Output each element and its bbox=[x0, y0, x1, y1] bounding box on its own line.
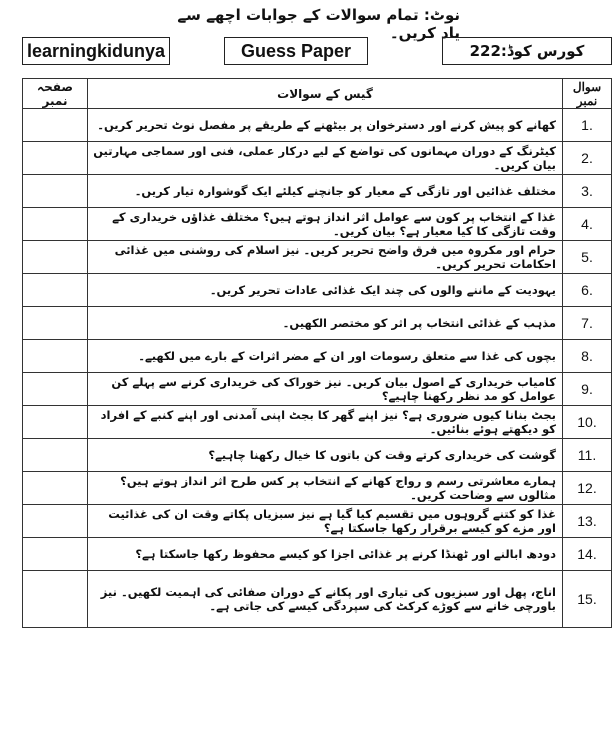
question-text: ہمارے معاشرتی رسم و رواج کھانے کے انتخاب پر کس طرح اثر انداز ہوتے ہیں؟ مثالوں سے وضاحت کریں۔ bbox=[88, 472, 563, 505]
question-number: 15. bbox=[563, 571, 612, 628]
table-row bbox=[23, 505, 612, 538]
page-number-cell bbox=[23, 439, 88, 472]
question-text: بجٹ بنانا کیوں ضروری ہے؟ نیز اپنے گھر کا بجٹ اپنی آمدنی اور اپنے کنبے کے افراد کو دیکھتے ہوئے بنائیں۔ bbox=[88, 406, 563, 439]
table-row bbox=[23, 340, 612, 373]
question-number: 6. bbox=[563, 274, 612, 307]
question-number: 14. bbox=[563, 538, 612, 571]
paper-title-box: Guess Paper bbox=[224, 37, 368, 65]
table-row bbox=[23, 373, 612, 406]
page-number-cell bbox=[23, 373, 88, 406]
page-number-cell bbox=[23, 340, 88, 373]
table-row bbox=[23, 274, 612, 307]
question-number: 5. bbox=[563, 241, 612, 274]
page-number-header: صفحہ نمبر bbox=[23, 79, 88, 109]
question-number: 3. bbox=[563, 175, 612, 208]
question-text: غذا کو کتنے گروہوں میں تقسیم کیا گیا ہے نیز سبزیاں پکاتے وقت ان کی غذائیت اور مزے کو کیسے برقرار رکھا جاسکتا ہے؟ bbox=[88, 505, 563, 538]
question-text: یہودیت کے ماننے والوں کی چند ایک غذائی عادات تحریر کریں۔ bbox=[88, 274, 563, 307]
table-row bbox=[23, 307, 612, 340]
question-text: مذہب کے غذائی انتخاب پر اثر کو مختصر الکھیں۔ bbox=[88, 307, 563, 340]
page-number-cell bbox=[23, 274, 88, 307]
brand-box: learningkidunya bbox=[22, 37, 170, 65]
question-text: غذا کے انتخاب پر کون سے عوامل اثر انداز ہوتے ہیں؟ مختلف غذاؤں خریداری کے وقت تازگی کا کیا معیار ہے؟ بیان کریں۔ bbox=[88, 208, 563, 241]
question-text: اناج، پھل اور سبزیوں کی تیاری اور پکانے کے دوران صفائی کی اہمیت لکھیں۔ نیز باورچی خانے سے کوڑے کرکٹ کی سپردگی کیسے کی جاتی ہے۔ bbox=[88, 571, 563, 628]
questions-header: گیس کے سوالات bbox=[88, 79, 563, 109]
question-number-header: سوال نمبر bbox=[563, 79, 612, 109]
question-number: 1. bbox=[563, 109, 612, 142]
question-text: کامیاب خریداری کے اصول بیان کریں۔ نیز خوراک کی خریداری کرنے سے پہلے کن عوامل کو مد نظر رکھنا چاہیے؟ bbox=[88, 373, 563, 406]
question-number: 12. bbox=[563, 472, 612, 505]
table-row bbox=[23, 571, 612, 628]
table-row bbox=[23, 175, 612, 208]
instruction-note: نوٹ: تمام سوالات کے جوابات اچھے سے یاد کریں۔ bbox=[177, 6, 460, 42]
course-code-box: کورس کوڈ:222 bbox=[442, 37, 612, 65]
question-number: 9. bbox=[563, 373, 612, 406]
table-header-row bbox=[23, 79, 612, 109]
page-number-cell bbox=[23, 175, 88, 208]
page-number-cell bbox=[23, 241, 88, 274]
question-number: 10. bbox=[563, 406, 612, 439]
page-number-cell bbox=[23, 538, 88, 571]
page-number-cell bbox=[23, 109, 88, 142]
table-row bbox=[23, 241, 612, 274]
question-number: 11. bbox=[563, 439, 612, 472]
question-number: 7. bbox=[563, 307, 612, 340]
question-text: دودھ ابالنے اور ٹھنڈا کرنے پر غذائی اجزا کو کیسے محفوظ رکھا جاسکتا ہے؟ bbox=[88, 538, 563, 571]
table-row bbox=[23, 538, 612, 571]
page-number-cell bbox=[23, 142, 88, 175]
table-row bbox=[23, 109, 612, 142]
question-text: کھانے کو پیش کرنے اور دسترخوان پر بیٹھنے کے طریقے پر مفصل نوٹ تحریر کریں۔ bbox=[88, 109, 563, 142]
question-text: گوشت کی خریداری کرتے وقت کن باتوں کا خیال رکھنا چاہیے؟ bbox=[88, 439, 563, 472]
page-number-cell bbox=[23, 307, 88, 340]
question-number: 4. bbox=[563, 208, 612, 241]
question-text: بچوں کی غذا سے متعلق رسومات اور ان کے مضر اثرات کے بارے میں لکھیے۔ bbox=[88, 340, 563, 373]
page-number-cell bbox=[23, 571, 88, 628]
table-row bbox=[23, 142, 612, 175]
page-number-cell bbox=[23, 472, 88, 505]
question-text: کیٹرنگ کے دوران مہمانوں کی تواضع کے لیے درکار عملی، فنی اور سماجی مہارتیں بیان کریں۔ bbox=[88, 142, 563, 175]
table-row bbox=[23, 439, 612, 472]
questions-table bbox=[22, 78, 612, 628]
page-number-cell bbox=[23, 406, 88, 439]
question-number: 2. bbox=[563, 142, 612, 175]
question-number: 13. bbox=[563, 505, 612, 538]
page-number-cell bbox=[23, 208, 88, 241]
table-row bbox=[23, 406, 612, 439]
table-row bbox=[23, 208, 612, 241]
question-number: 8. bbox=[563, 340, 612, 373]
page-number-cell bbox=[23, 505, 88, 538]
question-text: مختلف غذائیں اور تازگی کے معیار کو جانچنے کیلئے ایک گوشوارہ تیار کریں۔ bbox=[88, 175, 563, 208]
question-text: حرام اور مکروہ میں فرق واضح تحریر کریں۔ نیز اسلام کی روشنی میں غذائی احکامات تحریر کریں۔ bbox=[88, 241, 563, 274]
table-row bbox=[23, 472, 612, 505]
